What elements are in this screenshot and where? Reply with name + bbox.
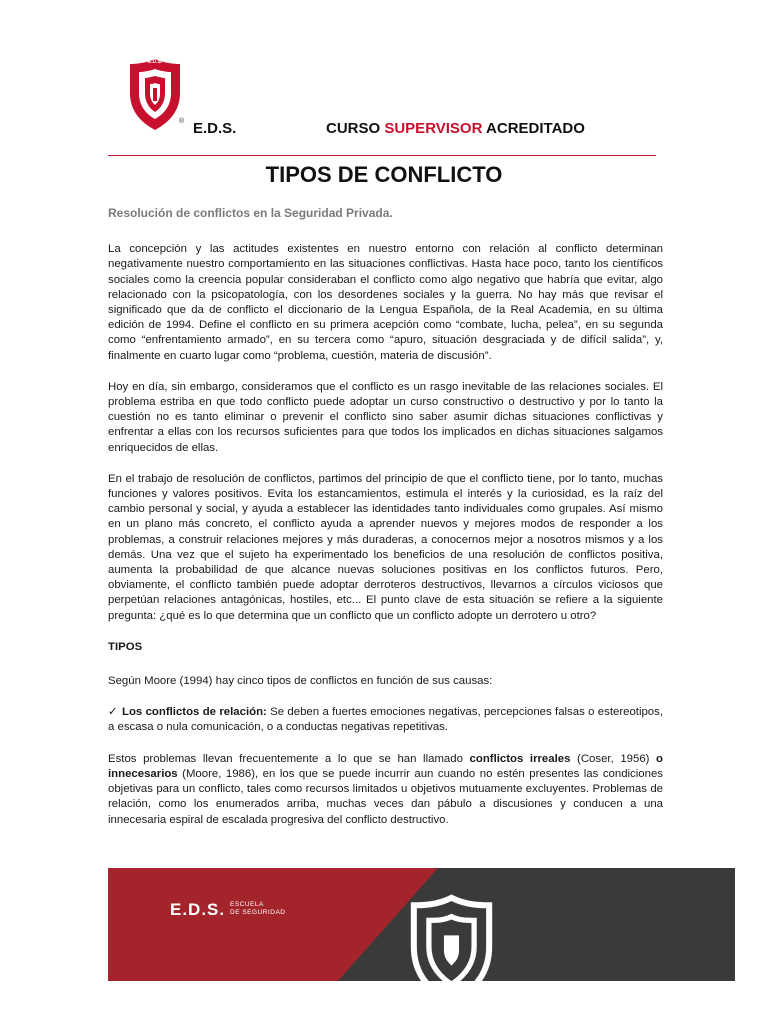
footer-tag-line-2: DE SEGURIDAD (230, 909, 286, 916)
footer-crest-icon (138, 894, 162, 924)
p4-text-1: Estos problemas llevan frecuentemente a lo que se han llamado (108, 752, 470, 765)
header-course (326, 120, 585, 137)
checkmark-icon: ✓ (108, 706, 118, 719)
tipos-intro: Según Moore (1994) hay cinco tipos de conflictos en función de sus causas: (108, 675, 493, 688)
p4-text-2: (Coser, 1956) (570, 752, 657, 765)
footer-tag-line-1: ESCUELA (230, 901, 264, 908)
paragraph-1: La concepción y las actitudes existentes en nuestro entorno con relación al conflicto determinan negativamente nuestro comportamiento en las situaciones conflictivas. Hasta hace poco, tanto los científicos sociales como la creencia popular consideraban el conflicto como algo negativo que habría que evitar, algo relacionado con la psicopatología, con los desordenes sociales y la guerra. No hay más que revisar el significado que da de conflicto el diccionario de la Lengua Española, de la Real Academia, en su última edición de 1994. Define el conflicto en su primera acepción como “combate, lucha, pelea”, en su segunda como “enfrentamiento armado”, en su tercera como “apuro, situación desgraciada y de difícil salida”, y, finalmente en cuarto lugar como “problema, cuestión, materia de discusión”. (108, 243, 663, 362)
footer-banner (108, 868, 735, 981)
conflict-type-lead: Los conflictos de relación: (122, 706, 267, 719)
p4-text-3: (Moore, 1986), en los que se puede incurrir aun cuando no estén presentes las condiciones objetivas para un conflicto, tales como recursos limitados u objetivos mutuamente excluyentes. Problemas de relación, como los enumerados arriba, muchas veces dan pábulo a discusiones y conducen a una innecesaria espiral de escalada progresiva del conflicto destructivo. (108, 767, 663, 826)
conflict-type-item (108, 705, 663, 735)
course-highlight: SUPERVISOR (384, 120, 483, 137)
document-body (108, 206, 663, 828)
footer-tagline (230, 901, 285, 917)
page-title: TIPOS DE CONFLICTO (265, 162, 503, 187)
registered-mark: ® (179, 118, 185, 125)
paragraph-3: En el trabajo de resolución de conflictos, partimos del principio de que el conflicto tiene, por lo tanto, muchas funciones y valores positivos. Evita los estancamientos, estimula el interés y la curiosidad, es la raíz del cambio personal y social, y ayuda a establecer las identidades tanto individuales como grupales. Así mismo en un plano más concreto, el conflicto ayuda a aprender nuevos y mejores modos de responder a los problemas, a construir relaciones mejores y más duraderas, a conocernos mejor a nosotros mismos y a los demás. Una vez que el sujeto ha experimentado los beneficios de una resolución de conflictos positiva, aumenta la probabilidad de que alcance nuevas soluciones positivas en los conflictos futuros. Pero, obviamente, el conflicto también puede adoptar derroteros destructivos, llevarnos a círculos viciosos que perpetúan relaciones antagónicas, hostiles, etc... El punto clave de esta situación se refiere a la siguiente pregunta: ¿qué es lo que determina que un conflicto que un conflicto adopte un derrotero u otro? (108, 472, 663, 622)
course-suffix: ACREDITADO (482, 120, 585, 137)
paragraph-4 (108, 752, 663, 828)
p4-bold-1: conflictos irreales (469, 752, 571, 765)
header-divider (108, 155, 656, 156)
header-org: E.D.S. (193, 120, 237, 137)
eds-crest-logo (124, 55, 186, 133)
crest-text: E.D.S. (147, 59, 163, 65)
tipos-heading: TIPOS (108, 640, 143, 653)
conflict-type-text: Se deben a fuertes emociones negativas, percepciones falsas o estereotipos, a escasa o nula comunicación, o a conductas negativas repetitivas. (108, 706, 664, 734)
course-prefix: CURSO (326, 120, 385, 137)
footer-brand: E.D.S. (170, 900, 226, 919)
p4-bold-2: o innecesarios (108, 752, 664, 780)
section-subtitle: Resolución de conflictos en la Seguridad Privada. (108, 206, 393, 220)
paragraph-2: Hoy en día, sin embargo, consideramos que el conflicto es un rasgo inevitable de las relaciones sociales. El problema estriba en que todo conflicto puede adoptar un curso constructivo o destructivo y por lo tanto la cuestión no es tanto eliminar o prevenir el conflicto sino saber asumir dichas situaciones conflictivas y enfrentar a ellas con los recursos suficientes para que todos los implicados en dichas situaciones salgamos enriquecidos de ellas. (108, 380, 663, 454)
